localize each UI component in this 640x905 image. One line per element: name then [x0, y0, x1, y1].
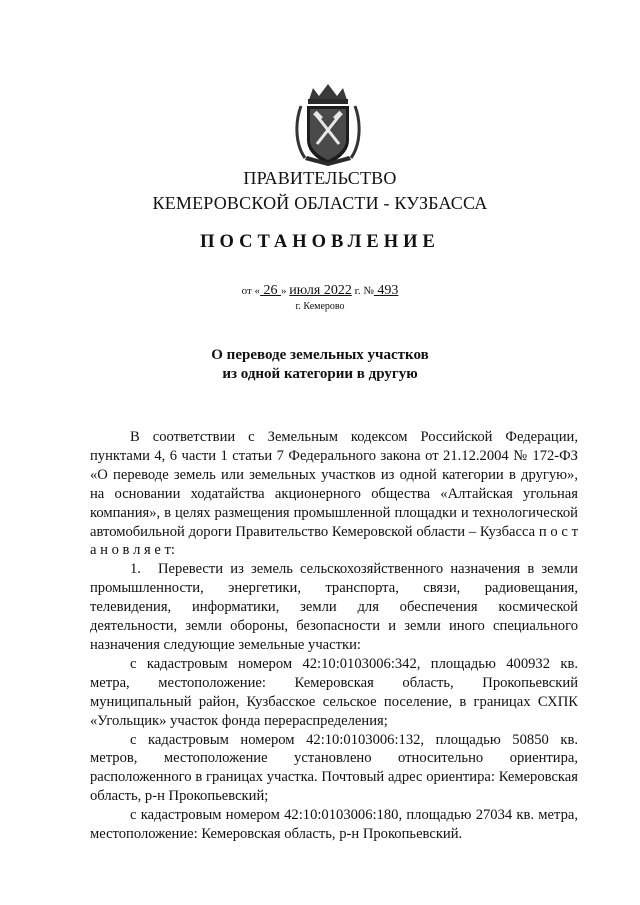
subject-line1: О переводе земельных участков	[211, 347, 429, 363]
date-day: 26	[260, 283, 282, 298]
parcel-paragraph-2: с кадастровым номером 42:10:0103006:132, площадью 50850 кв. метров, местоположение установлено относительно ориентира, расположенного в границах участка. Почтовый адрес ориентира: Кемеровская область, р-н Прокопьевский;	[90, 731, 578, 805]
decree-number: 493	[373, 283, 399, 298]
parcel-paragraph-1: с кадастровым номером 42:10:0103006:342, площадью 400932 кв. метра, местоположение: Кемеровская область, Прокопьевский муниципальный район, Кузбасское сельское поселение, в границах СХПК «Угольщик» участок фонда перераспределения;	[90, 655, 578, 729]
parcel-paragraph-3: с кадастровым номером 42:10:0103006:180, площадью 27034 кв. метра, местоположение: Кемеровская область, р-н Прокопьевский.	[90, 807, 578, 843]
government-name-line2: КЕМЕРОВСКОЙ ОБЛАСТИ - КУЗБАССА	[152, 193, 488, 213]
date-mid: »	[281, 285, 290, 297]
decree-title: ПОСТАНОВЛЕНИЕ	[200, 232, 440, 252]
date-prefix: от «	[241, 285, 261, 297]
decree-body	[90, 428, 578, 844]
date-year-suffix: г. №	[351, 285, 374, 297]
decree-date-line	[0, 283, 640, 299]
item-1-number: 1.	[130, 561, 141, 578]
preamble-paragraph: В соответствии с Земельным кодексом Российской Федерации, пунктами 4, 6 части 1 статьи 7 Федерального закона от 21.12.2004 № 172-ФЗ «О переводе земель или земельных участков из одной категории в другую», на основании ходатайства акционерного общества «Алтайская угольная компания», в целях размещения промышленной площадки и технологической автомобильной дороги Правительство Кемеровской области – Кузбасса п о с т а н о в л я е т:	[90, 429, 578, 559]
kemerovo-coat-of-arms-icon	[293, 82, 363, 168]
item-1-text: Перевести из земель сельскохозяйственного назначения в земли промышленности, энергетики, транспорта, связи, радиовещания, телевидения, информатики, земли для обеспечения космической деятельности, земли обороны, безопасности и земли иного специального назначения следующие земельные участки:	[90, 561, 578, 653]
government-name-line1: ПРАВИТЕЛЬСТВО	[243, 168, 397, 188]
subject-line2: из одной категории в другую	[222, 366, 418, 382]
date-month-year: июля 2022	[289, 283, 352, 298]
decree-city: г. Кемерово	[295, 301, 345, 312]
decree-subject	[0, 346, 640, 384]
item-1	[90, 560, 578, 655]
